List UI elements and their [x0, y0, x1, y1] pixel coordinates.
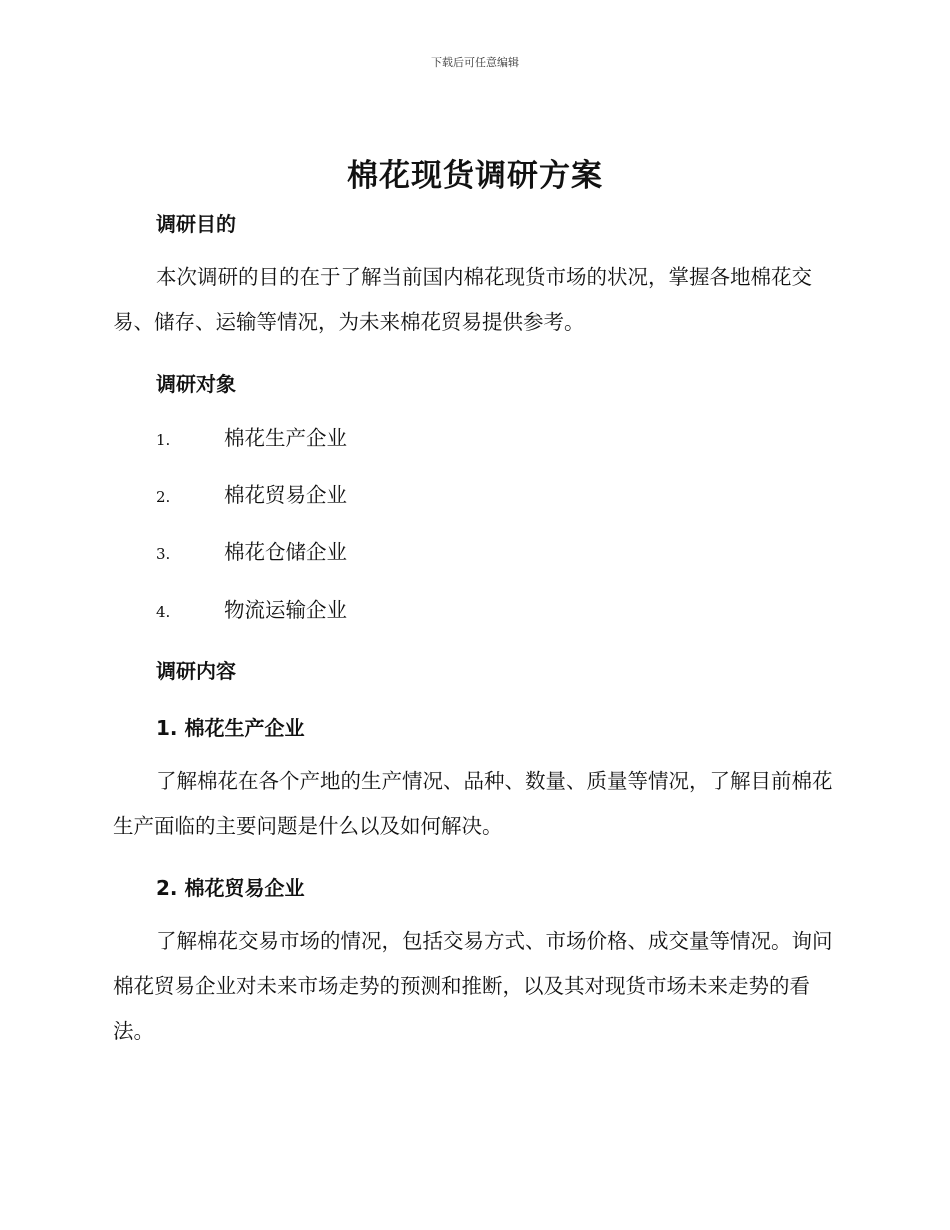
list-item-label: 棉花贸易企业 — [224, 483, 347, 507]
page-title: 棉花现货调研方案 — [347, 158, 603, 194]
list-item — [156, 596, 347, 624]
list-item — [156, 424, 347, 452]
section-heading-content: 调研内容 — [156, 659, 236, 683]
list-item-label: 物流运输企业 — [224, 598, 347, 622]
trade-paragraph: 了解棉花交易市场的情况，包括交易方式、市场价格、成交量等情况。询问棉花贸易企业对未来市场走势的预测和推断，以及其对现货市场未来走势的看法。 — [113, 929, 833, 1043]
list-item-number: 1. — [156, 431, 171, 449]
list-item-number: 2. — [156, 488, 171, 506]
list-item-number: 3. — [156, 545, 171, 563]
list-item-number: 4. — [156, 603, 171, 621]
production-paragraph: 了解棉花在各个产地的生产情况、品种、数量、质量等情况，了解目前棉花生产面临的主要问题是什么以及如何解决。 — [113, 769, 833, 838]
subsection-heading-production: 1. 棉花生产企业 — [156, 716, 305, 740]
purpose-paragraph: 本次调研的目的在于了解当前国内棉花现货市场的状况，掌握各地棉花交易、储存、运输等情况，为未来棉花贸易提供参考。 — [113, 265, 812, 334]
list-item — [156, 481, 347, 509]
subsection-heading-trade: 2. 棉花贸易企业 — [156, 876, 305, 900]
list-item-label: 棉花生产企业 — [224, 426, 347, 450]
list-item — [156, 538, 347, 566]
list-item-label: 棉花仓储企业 — [224, 540, 347, 564]
section-heading-purpose: 调研目的 — [156, 212, 236, 236]
header-note: 下载后可任意编辑 — [431, 56, 519, 69]
section-heading-targets: 调研对象 — [156, 372, 236, 396]
